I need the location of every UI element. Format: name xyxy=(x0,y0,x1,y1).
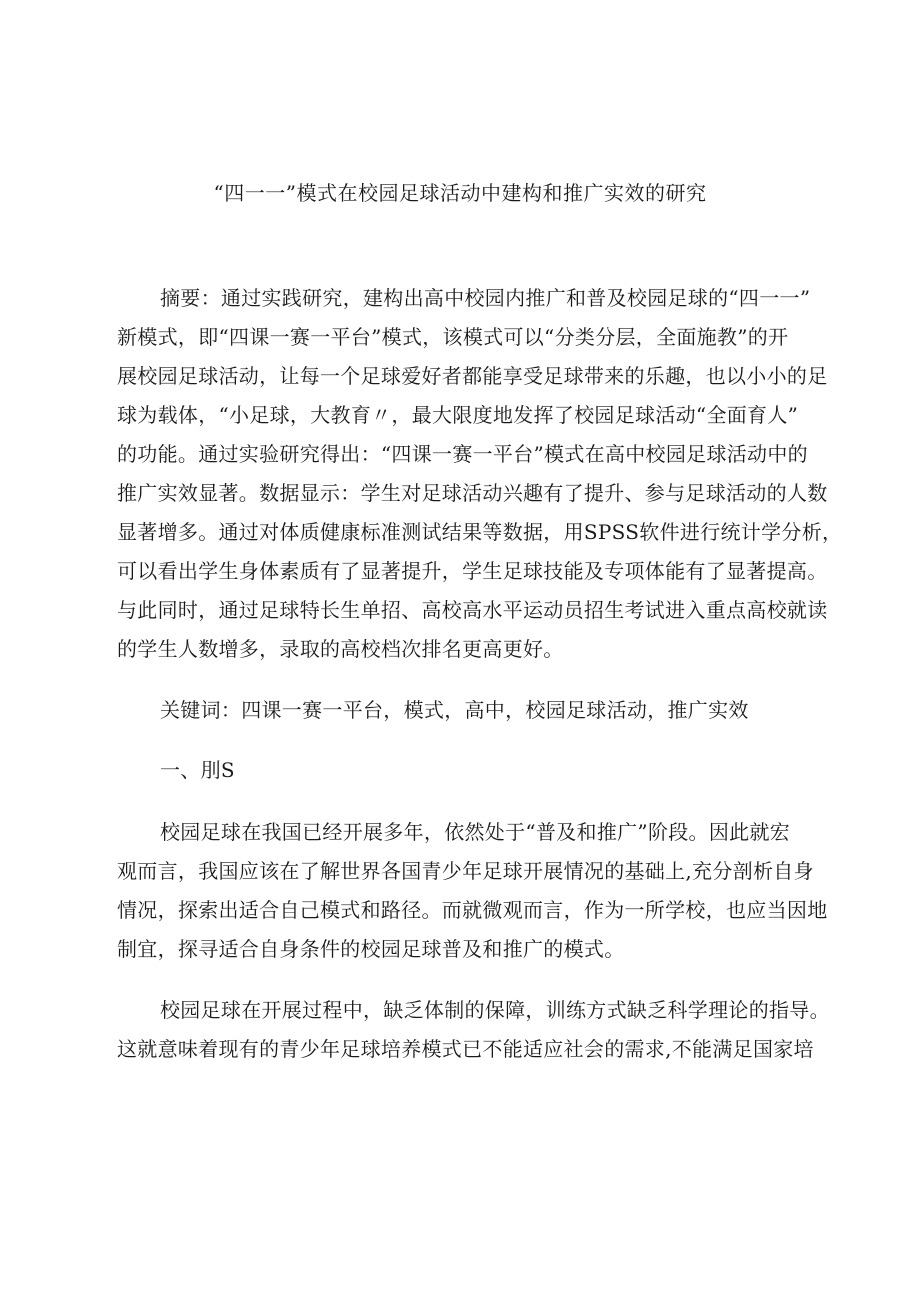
abstract-line: 球为载体，“小足球，大教育〃，最大限度地发挥了校园足球活动“全面育人” xyxy=(117,403,799,427)
abstract-line: 的学生人数增多，录取的高校档次排名更高更好。 xyxy=(117,637,564,661)
paragraph-line: 观而言，我国应该在了解世界各国青少年足球开展情况的基础上,充分剖析自身 xyxy=(117,859,814,883)
document-title: “四一一”模式在校园足球活动中建构和推广实效的研究 xyxy=(213,181,707,205)
paragraph-line: 情况，探索出适合自己模式和路径。而就微观而言，作为一所学校，也应当因地 xyxy=(117,898,828,922)
paragraph-line: 校园足球在开展过程中，缺乏体制的保障，训练方式缺乏科学理论的指导。 xyxy=(160,998,830,1022)
abstract-line: 显著增多。通过对体质健康标准测试结果等数据，用SPSS软件进行统计学分析， xyxy=(117,520,843,544)
keywords: 关键词：四课一赛一平台，模式，高中，校园足球活动，推广实效 xyxy=(160,698,749,722)
paragraph-line: 这就意味着现有的青少年足球培养模式已不能适应社会的需求,不能满足国家培 xyxy=(117,1037,814,1061)
paragraph-line: 校园足球在我国已经开展多年，依然处于“普及和推广”阶段。因此就宏 xyxy=(160,820,791,844)
abstract-line: 摘要：通过实践研究，建构出高中校园内推广和普及校园足球的“四一一” xyxy=(160,286,811,310)
abstract-line: 推广实效显著。数据显示：学生对足球活动兴趣有了提升、参与足球活动的人数 xyxy=(117,481,828,505)
abstract-line: 与此同时，通过足球特长生单招、高校高水平运动员招生考试进入重点高校就读 xyxy=(117,598,828,622)
abstract-line: 的功能。通过实验研究得出：“四课一赛一平台”模式在高中校园足球活动中的 xyxy=(117,442,808,466)
section-heading: 一、刖S xyxy=(160,758,235,782)
paragraph-line: 制宜，探寻适合自身条件的校园足球普及和推广的模式。 xyxy=(117,937,625,961)
abstract-line: 可以看出学生身体素质有了显著提升，学生足球技能及专项体能有了显著提高。 xyxy=(117,559,828,583)
abstract-line: 新模式，即“四课一赛一平台”模式，该模式可以“分类分层，全面施教”的开 xyxy=(117,325,789,349)
abstract-line: 展校园足球活动，让每一个足球爱好者都能享受足球带来的乐趣，也以小小的足 xyxy=(117,364,828,388)
